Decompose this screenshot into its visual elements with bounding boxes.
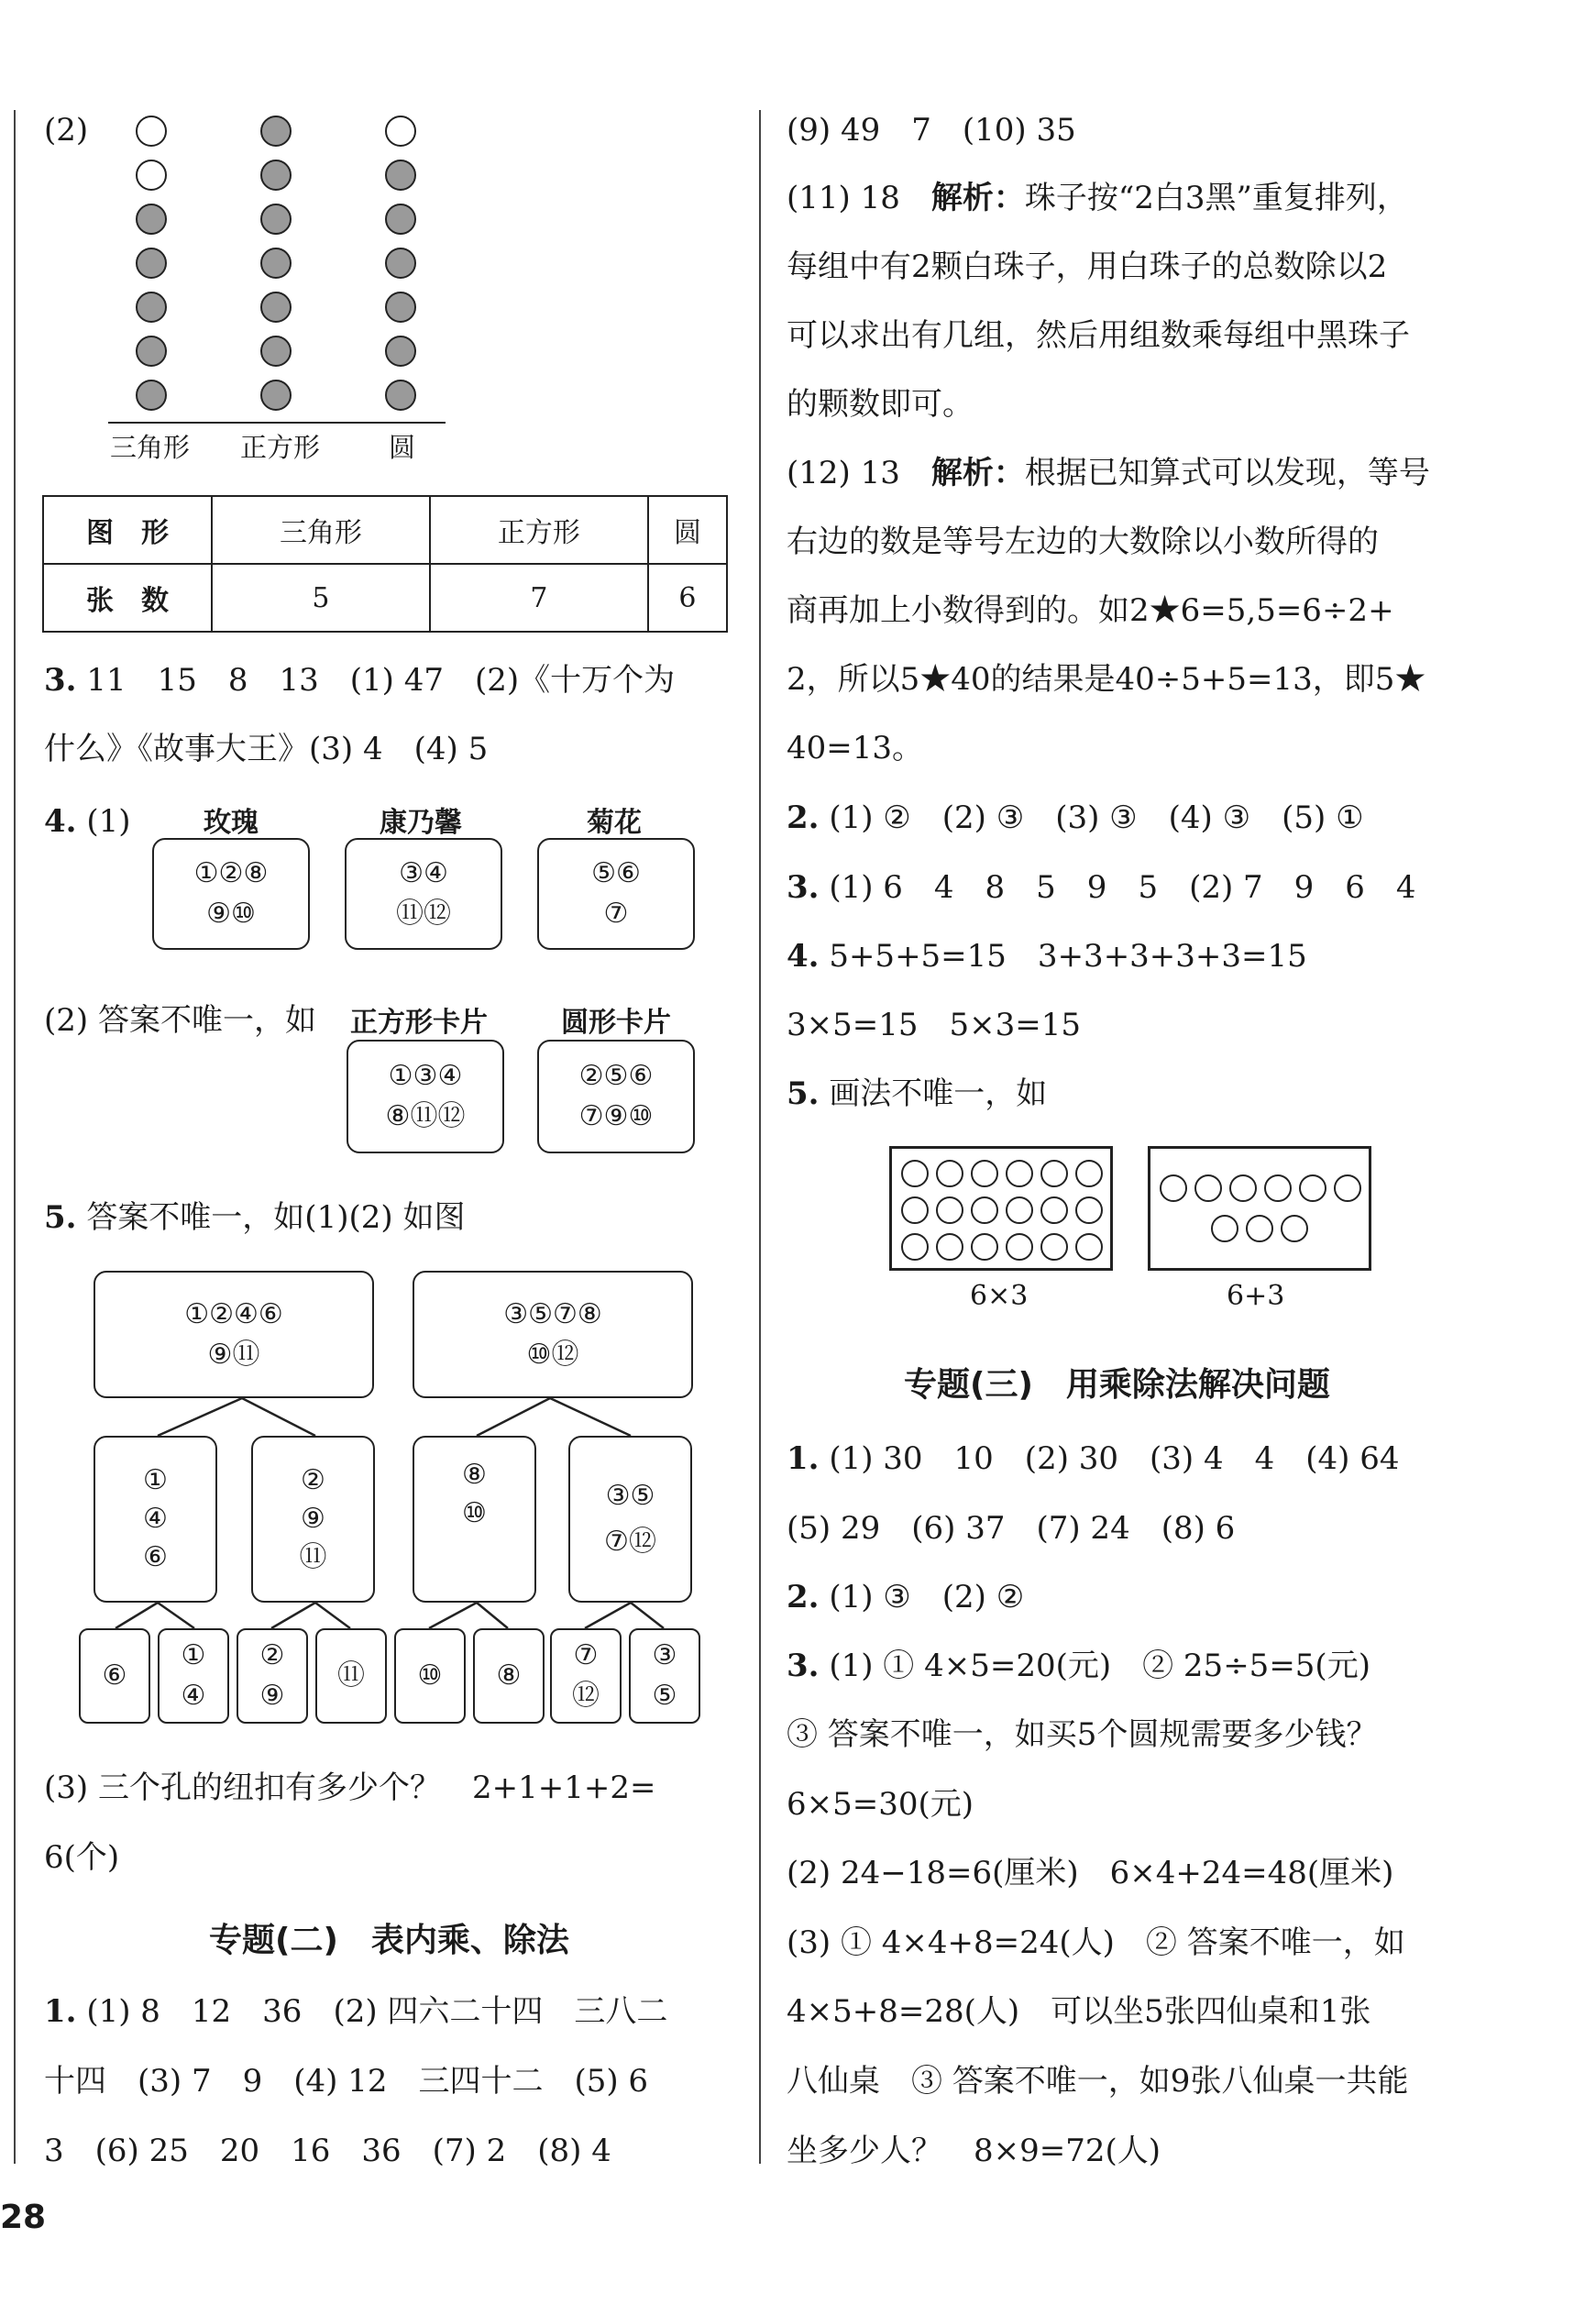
s2-q1-text: (1) 8 12 36 (2) 四六二十四 三八二 [86, 1993, 668, 2030]
box-row: ⑨⑩ [206, 898, 256, 930]
table-cell: 图 形 [43, 496, 212, 564]
box-row: ⑦ [603, 898, 629, 930]
s3-q3-line7: 八仙桌 ③ 答案不唯一，如9张八仙桌一共能 [787, 2063, 1409, 2100]
box-title-chrysanthemum: 菊花 [587, 807, 642, 839]
ring [971, 1160, 998, 1187]
r-line1: (9) 49 7 (10) 35 [787, 112, 1076, 149]
r-q5-text: 画法不唯一，如 [829, 1075, 1048, 1112]
r-q5 [787, 1075, 1047, 1112]
s2-q1-line1 [44, 1993, 667, 2030]
tree-mid-4 [568, 1436, 692, 1603]
box-row: ② [259, 1639, 285, 1671]
r-q2-text: (1) ② (2) ③ (3) ③ (4) ③ (5) ① [829, 799, 1364, 836]
box-row: ⑤⑥ [591, 857, 641, 889]
r-line6-post: 根据已知算式可以发现，等号 [1024, 455, 1430, 491]
table-cell: 三角形 [212, 496, 430, 564]
box-row: ③⑤ [605, 1480, 655, 1512]
ring [1160, 1174, 1187, 1202]
s3-q3-line4: (2) 24−18=6(厘米) 6×4+24=48(厘米) [787, 1855, 1394, 1891]
ring [1040, 1196, 1068, 1224]
tree-leaf-6 [473, 1628, 545, 1724]
ring [1246, 1215, 1273, 1242]
r-q4-line2: 3×5=15 5×3=15 [787, 1007, 1082, 1043]
axis-label-triangle: 三角形 [110, 432, 191, 463]
s3-q3-line3: 6×5=30(元) [787, 1786, 974, 1823]
s3-q1-text: (1) 30 10 (2) 30 (3) 4 4 (4) 64 [829, 1440, 1400, 1477]
ring [1075, 1196, 1103, 1224]
axis-label-circle: 圆 [389, 432, 416, 463]
ring [1194, 1174, 1222, 1202]
ring [971, 1233, 998, 1261]
box-row: ⑫ [572, 1680, 600, 1712]
ring [1006, 1196, 1033, 1224]
tree-top-right [413, 1271, 693, 1398]
box-title-carnation: 康乃馨 [380, 807, 462, 839]
ring [1040, 1233, 1068, 1261]
r-q3-text: (1) 6 4 8 5 9 5 (2) 7 9 6 4 [829, 869, 1416, 906]
s3-q2-text: (1) ③ (2) ② [829, 1579, 1025, 1615]
card-title-square: 正方形卡片 [350, 1007, 488, 1039]
tree-leaf-3 [237, 1628, 308, 1724]
box-row: ① [143, 1464, 168, 1496]
q4-number: 4. [44, 803, 77, 840]
box-row: ④ [181, 1680, 206, 1712]
box-row: ③ [652, 1639, 677, 1671]
tree-leaf-1 [79, 1628, 150, 1724]
r-line5: 的颗数即可。 [787, 386, 974, 423]
box-title-rose: 玫瑰 [204, 807, 259, 839]
r-q3 [787, 869, 1416, 906]
figure2-caption: 6+3 [1227, 1280, 1285, 1312]
s3-q2 [787, 1579, 1024, 1615]
box-row: ①②⑧ [193, 857, 269, 889]
s2-q1-line3: 3 (6) 25 20 16 36 (7) 2 (8) 4 [44, 2133, 611, 2169]
figure-6x3 [889, 1146, 1113, 1271]
r-line10: 40=13。 [787, 730, 924, 766]
r-q5-number: 5. [787, 1075, 820, 1112]
s3-q3-line5: (3) ① 4×4+8=24(人) ② 答案不唯一，如 [787, 1924, 1405, 1961]
r-line6-analysis: 解析： [930, 455, 1025, 491]
q3-line2: 什么》《故事大王》(3) 4 (4) 5 [44, 731, 489, 767]
box-row: ⑥ [102, 1659, 127, 1692]
ring [1040, 1160, 1068, 1187]
table-cell: 7 [430, 564, 648, 632]
box-row: ②⑤⑥ [578, 1060, 654, 1092]
tree-leaf-4 [315, 1628, 387, 1724]
box-row: ⑨ [301, 1503, 325, 1535]
r-q2 [787, 799, 1364, 836]
q5-text: 答案不唯一，如(1)(2) 如图 [86, 1199, 466, 1236]
r-line8: 商再加上小数得到的。如2★6=5,5=6÷2+ [787, 592, 1394, 629]
ring [1299, 1174, 1326, 1202]
ring [936, 1233, 963, 1261]
ring [1075, 1233, 1103, 1261]
s3-q3-text: (1) ① 4×5=20(元) ② 25÷5=5(元) [829, 1648, 1370, 1684]
r-q4-number: 4. [787, 938, 820, 975]
box-row: ③④ [399, 857, 448, 889]
card-title-circle: 圆形卡片 [561, 1007, 671, 1039]
table-cell: 圆 [648, 496, 727, 564]
tree-leaf-8 [629, 1628, 700, 1724]
ring [1075, 1160, 1103, 1187]
box-row: ⑩⑫ [526, 1339, 579, 1371]
axis-label-square: 正方形 [240, 432, 321, 463]
tree-mid-3 [413, 1436, 536, 1603]
r-q4-line1 [787, 938, 1307, 975]
box-row: ⑤ [652, 1680, 677, 1712]
s3-q1-line1 [787, 1440, 1400, 1477]
box-row: ⑦ [573, 1639, 599, 1671]
q5-3-line1: (3) 三个孔的纽扣有多少个？ 2+1+1+2= [44, 1769, 656, 1806]
q4-part1: (1) [86, 803, 131, 840]
r-line2-post: 珠子按“2白3黑”重复排列， [1024, 180, 1408, 216]
box-row: ⑨⑪ [207, 1339, 260, 1371]
ring [1211, 1215, 1238, 1242]
box-row: ④ [143, 1503, 168, 1535]
s3-q3-line8: 坐多少人？ 8×9=72(人) [787, 2133, 1161, 2169]
r-q4-text: 5+5+5=15 3+3+3+3+3=15 [829, 938, 1307, 975]
r-line2 [787, 180, 1408, 216]
r-q3-number: 3. [787, 869, 820, 906]
box-row: ① [181, 1639, 206, 1671]
tree-leaf-5 [394, 1628, 466, 1724]
tree-leaf-2 [158, 1628, 229, 1724]
ring [1334, 1174, 1361, 1202]
r-line7: 右边的数是等号左边的大数除以小数所得的 [787, 524, 1379, 560]
table-cell: 6 [648, 564, 727, 632]
s3-q3-number: 3. [787, 1648, 820, 1684]
s3-q2-number: 2. [787, 1579, 820, 1615]
figure1-caption: 6×3 [970, 1280, 1029, 1312]
section2-title: 专题(二) 表内乘、除法 [209, 1922, 569, 1959]
r-q2-number: 2. [787, 799, 820, 836]
ring [901, 1233, 929, 1261]
s3-q3-line1 [787, 1648, 1370, 1684]
box-row: ⑪⑫ [396, 898, 451, 930]
box-row: ⑩ [462, 1497, 487, 1529]
r-line2-pre: (11) 18 [787, 180, 931, 216]
box-row: ⑪ [337, 1659, 365, 1692]
box-row: ⑨ [259, 1680, 285, 1712]
s3-q1-line2: (5) 29 (6) 37 (7) 24 (8) 6 [787, 1510, 1236, 1547]
ring [1006, 1233, 1033, 1261]
box-row: ⑧ [496, 1659, 522, 1692]
r-line3: 每组中有2颗白珠子，用白珠子的总数除以2 [787, 248, 1388, 285]
box-row: ⑦⑫ [604, 1526, 656, 1558]
r-line4: 可以求出有几组，然后用组数乘每组中黑珠子 [787, 317, 1410, 354]
q5-number: 5. [44, 1199, 77, 1236]
tree-leaf-7 [550, 1628, 622, 1724]
tree-mid-1 [94, 1436, 217, 1603]
figure-6-plus-3 [1148, 1146, 1371, 1271]
r-line2-analysis: 解析： [930, 180, 1025, 216]
box-row: ⑧⑪⑫ [385, 1100, 466, 1132]
s3-q1-number: 1. [787, 1440, 820, 1477]
s3-q3-line6: 4×5+8=28(人) 可以坐5张四仙桌和1张 [787, 1993, 1371, 2030]
ring [1229, 1174, 1257, 1202]
ring [1006, 1160, 1033, 1187]
table-cell: 正方形 [430, 496, 648, 564]
box-row: ⑥ [143, 1541, 168, 1573]
box-row: ⑪ [299, 1541, 327, 1573]
box-row: ② [301, 1464, 325, 1496]
q5-3-line2: 6(个) [44, 1839, 120, 1876]
q3-number: 3. [44, 662, 77, 699]
r-line9: 2，所以5★40的结果是40÷5+5=13，即5★ [787, 661, 1426, 698]
ring [901, 1196, 929, 1224]
s2-q1-number: 1. [44, 1993, 77, 2030]
box-row: ⑩ [417, 1659, 443, 1692]
ring [971, 1196, 998, 1224]
s2-q1-line2: 十四 (3) 7 9 (4) 12 三四十二 (5) 6 [44, 2063, 649, 2100]
box-row: ①③④ [388, 1060, 463, 1092]
ring [1281, 1215, 1308, 1242]
q2-label: (2) [44, 112, 89, 149]
ring [901, 1160, 929, 1187]
q4-part2: (2) 答案不唯一，如 [44, 1002, 316, 1039]
s3-q3-line2: ③ 答案不唯一，如买5个圆规需要多少钱？ [787, 1716, 1378, 1753]
r-line6-pre: (12) 13 [787, 455, 931, 491]
box-row: ⑦⑨⑩ [578, 1100, 654, 1132]
ring [936, 1196, 963, 1224]
tree-mid-2 [251, 1436, 375, 1603]
ring [1264, 1174, 1292, 1202]
page-number: 28 [0, 2199, 47, 2236]
table-cell: 5 [212, 564, 430, 632]
tree-top-left [94, 1271, 374, 1398]
r-line6 [787, 455, 1430, 491]
box-row: ③⑤⑦⑧ [503, 1298, 602, 1330]
q3-text: 11 15 8 13 (1) 47 (2)《十万个为 [86, 662, 676, 699]
box-row: ①②④⑥ [184, 1298, 283, 1330]
box-row: ⑧ [462, 1459, 487, 1491]
section3-title: 专题(三) 用乘除法解决问题 [904, 1366, 1330, 1404]
ring [936, 1160, 963, 1187]
table-cell: 张 数 [43, 564, 212, 632]
